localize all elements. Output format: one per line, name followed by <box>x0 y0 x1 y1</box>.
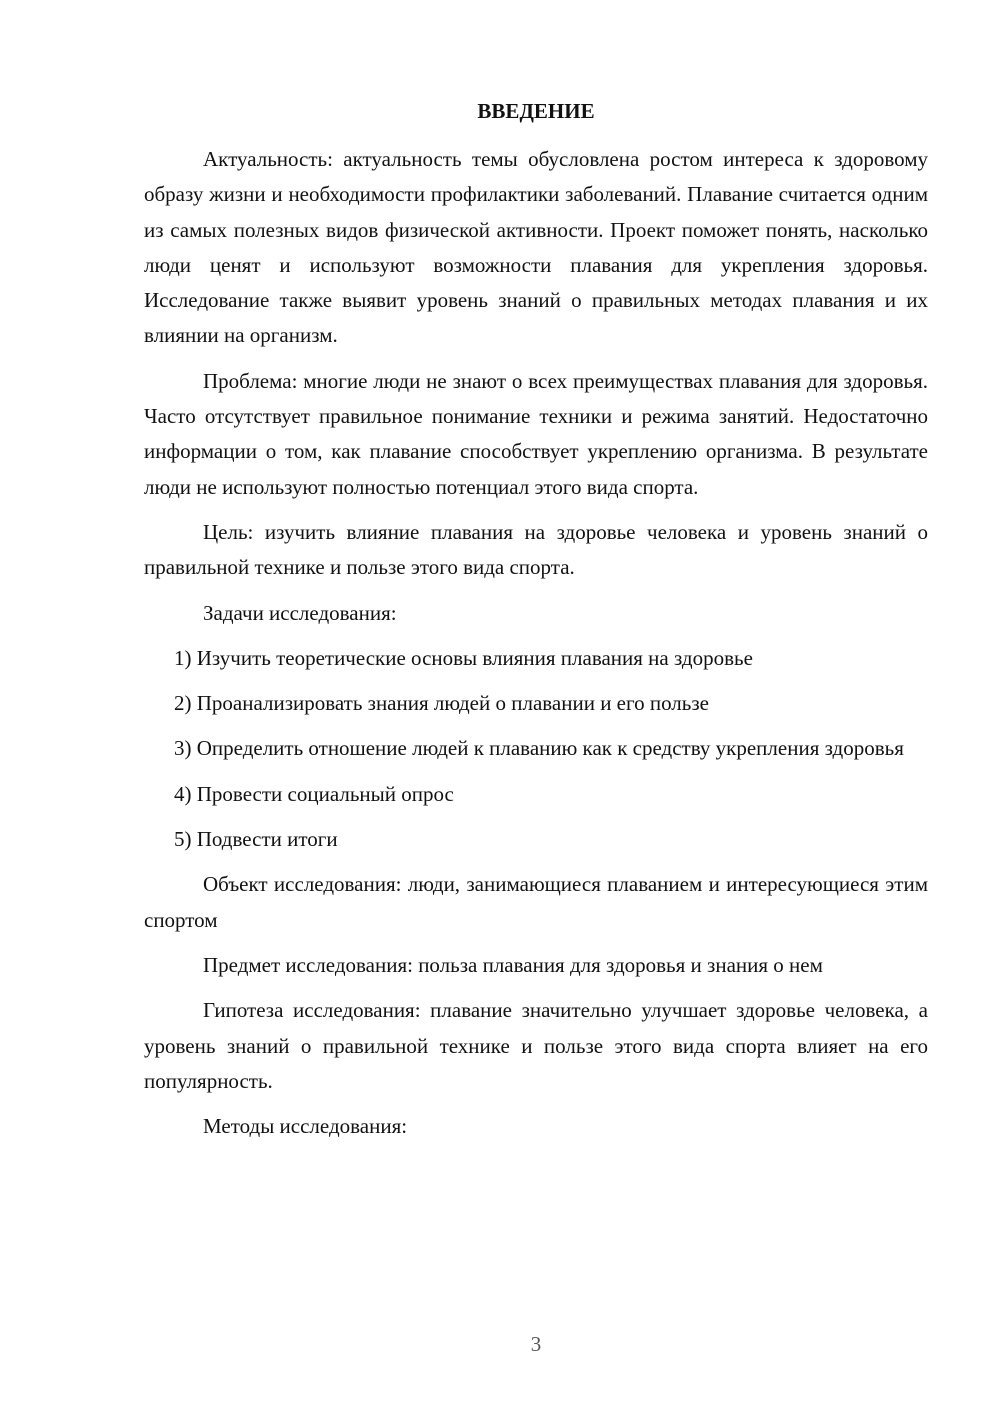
paragraph-methods: Методы исследования: <box>203 1114 408 1139</box>
paragraph-goal: Цель: изучить влияние плавания на здоровье человека и уровень знаний о правильной технике и пользе этого вида спорта. <box>144 519 928 580</box>
tasks-heading: Задачи исследования: <box>203 600 397 625</box>
task-item-1: 1) Изучить теоретические основы влияния плавания на здоровье <box>174 645 753 670</box>
page-number: 3 <box>530 1332 542 1356</box>
paragraph-problem: Проблема: многие люди не знают о всех преимуществах плавания для здоровья. Часто отсутствует правильное понимание техники и режима занятий. Недостаточно информации о том, как плавание способствует укреплению организма. В результате люди не используют полностью потенциал этого вида спорта. <box>144 368 928 499</box>
paragraph-subject: Предмет исследования: польза плавания для здоровья и знания о нем <box>203 952 823 977</box>
section-heading: ВВЕДЕНИЕ <box>477 99 595 123</box>
task-item-5: 5) Подвести итоги <box>174 827 338 852</box>
paragraph-relevance: Актуальность: актуальность темы обусловлена ростом интереса к здоровому образу жизни и необходимости профилактики заболеваний. Плавание считается одним из самых полезных видов физической активности. Проект поможет понять, насколько люди ценят и используют возможности плавания для укрепления здоровья. Исследование также выявит уровень знаний о правильных методах плавания и их влиянии на организм. <box>144 147 928 348</box>
task-item-3: 3) Определить отношение людей к плаванию как к средству укрепления здоровья <box>174 736 904 761</box>
task-item-4: 4) Провести социальный опрос <box>174 781 454 806</box>
paragraph-object: Объект исследования: люди, занимающиеся плаванием и интересующиеся этим спортом <box>144 872 928 932</box>
document-body <box>144 142 928 1154</box>
paragraph-hypothesis: Гипотеза исследования: плавание значительно улучшает здоровье человека, а уровень знаний о правильной технике и пользе этого вида спорта влияет на его популярность. <box>144 998 928 1093</box>
task-item-2: 2) Проанализировать знания людей о плавании и его пользе <box>174 691 709 716</box>
